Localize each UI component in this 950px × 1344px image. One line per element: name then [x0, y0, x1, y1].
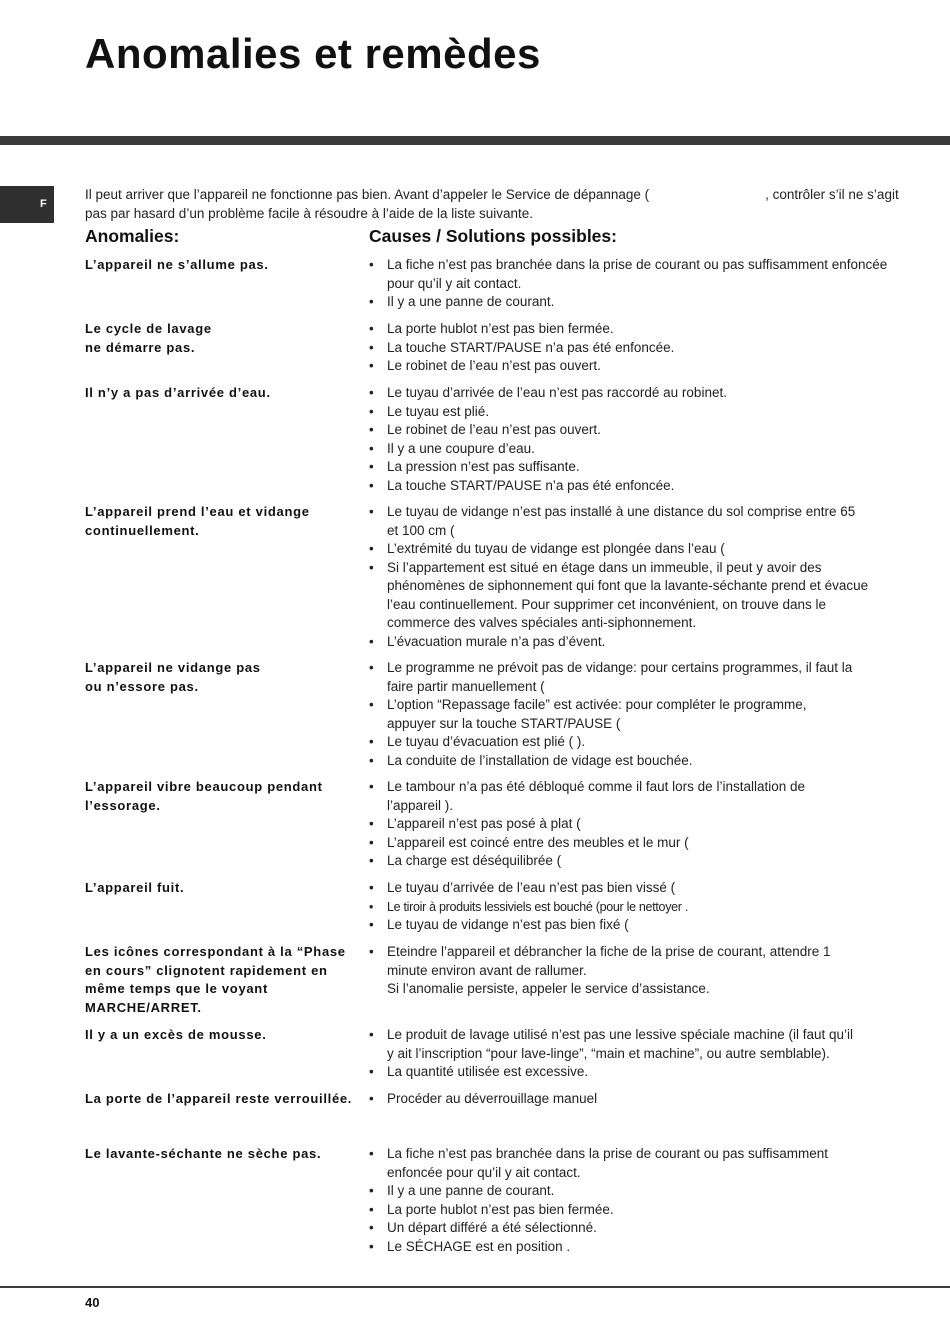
cause-item: • L’extrémité du tuyau de vidange est plongée dans l’eau ( — [369, 540, 899, 559]
cause-item: • La quantité utilisée est excessive. — [369, 1063, 899, 1082]
intro-paragraph — [85, 185, 900, 223]
cause-item: • Le SÉCHAGE est en position . — [369, 1238, 899, 1257]
cause-item: • Un départ différé a été sélectionné. — [369, 1219, 899, 1238]
cause-item: • Eteindre l’appareil et débrancher la fiche de la prise de courant, attendre 1 minute environ avant de rallumer. Si l’anomalie persiste, appeler le service d’assistance. — [369, 943, 899, 999]
cause-item: • La touche START/PAUSE n’a pas été enfoncée. — [369, 339, 899, 358]
problem-label: Le lavante-séchante ne sèche pas. — [85, 1146, 322, 1161]
cause-item: • Le tuyau de vidange n’est pas bien fixé ( — [369, 916, 899, 935]
causes-list — [369, 778, 899, 871]
cause-item: • Le tuyau d’évacuation est plié ( ). — [369, 733, 899, 752]
cause-item: • Le tuyau d’arrivée de l’eau n’est pas raccordé au robinet. — [369, 384, 899, 403]
causes-list — [369, 503, 899, 651]
cause-item: • La charge est déséquilibrée ( — [369, 852, 899, 871]
cause-item: • L’évacuation murale n’a pas d’évent. — [369, 633, 899, 652]
cause-item: • Si l’appartement est situé en étage dans un immeuble, il peut y avoir des phénomènes de siphonnement qui font que la lavante-séchante prend et évacue l’eau continuellement. Pour supprimer cet inconvénient, on trouve dans le commerce des valves spéciales anti-siphonnement. — [369, 559, 899, 633]
footer-divider — [0, 1286, 950, 1288]
cause-item: • Il y a une panne de courant. — [369, 293, 899, 312]
cause-item: • La pression n’est pas suffisante. — [369, 458, 899, 477]
cause-item: • La fiche n’est pas branchée dans la prise de courant ou pas suffisamment enfoncée pour qu’il y ait contact. — [369, 256, 899, 293]
problem-label: L’appareil ne vidange pas ou n’essore pas. — [85, 660, 261, 694]
cause-item: • Le tuyau est plié. — [369, 403, 899, 422]
page-title: Anomalies et remèdes — [85, 30, 541, 77]
cause-item: • L’appareil est coincé entre des meubles et le mur ( — [369, 834, 899, 853]
cause-item: • Le robinet de l’eau n’est pas ouvert. — [369, 421, 899, 440]
cause-item: • Le tiroir à produits lessiviels est bouché (pour le nettoyer . — [369, 898, 899, 917]
cause-item: • Le robinet de l’eau n’est pas ouvert. — [369, 357, 899, 376]
intro-text-part2: , contrôler s’il ne s’agit pas par hasard d’un problème facile à résoudre à l’aide de la liste suivante. — [85, 187, 899, 221]
causes-list — [369, 256, 899, 312]
language-tab-label: F — [40, 198, 47, 210]
causes-list — [369, 1090, 899, 1109]
problem-label: Il y a un excès de mousse. — [85, 1027, 267, 1042]
problem-label: L’appareil vibre beaucoup pendant l’essorage. — [85, 779, 323, 813]
cause-item: • La fiche n’est pas branchée dans la prise de courant ou pas suffisamment enfoncée pour qu’il y ait contact. — [369, 1145, 899, 1182]
causes-list — [369, 1145, 899, 1256]
problem-label: Les icônes correspondant à la “Phase en cours” clignotent rapidement en même temps que le voyant MARCHE/ARRET. — [85, 944, 346, 1015]
causes-list — [369, 943, 899, 999]
cause-item: • La conduite de l’installation de vidage est bouchée. — [369, 752, 899, 771]
cause-item: • Le tuyau de vidange n’est pas installé à une distance du sol comprise entre 65 et 100 cm ( — [369, 503, 899, 540]
problem-label: Il n’y a pas d’arrivée d’eau. — [85, 385, 271, 400]
anomalies-header: Anomalies: — [85, 226, 180, 246]
cause-item: • Il y a une panne de courant. — [369, 1182, 899, 1201]
problem-label: L’appareil prend l’eau et vidange continuellement. — [85, 504, 310, 538]
causes-list — [369, 1026, 899, 1082]
problem-label: L’appareil ne s’allume pas. — [85, 257, 269, 272]
cause-item: • La touche START/PAUSE n’a pas été enfoncée. — [369, 477, 899, 496]
causes-list — [369, 879, 899, 935]
cause-item: • Procéder au déverrouillage manuel — [369, 1090, 899, 1109]
cause-item: • Le tuyau d’arrivée de l’eau n’est pas bien vissé ( — [369, 879, 899, 898]
cause-item: • Il y a une coupure d’eau. — [369, 440, 899, 459]
cause-item: • Le programme ne prévoit pas de vidange: pour certains programmes, il faut la faire partir manuellement ( — [369, 659, 899, 696]
causes-list — [369, 384, 899, 495]
problem-label: L’appareil fuit. — [85, 880, 185, 895]
cause-item: • La porte hublot n’est pas bien fermée. — [369, 320, 899, 339]
problem-label: La porte de l’appareil reste verrouillée. — [85, 1091, 353, 1106]
causes-list — [369, 320, 899, 376]
language-tab — [0, 186, 54, 223]
cause-item: • La porte hublot n’est pas bien fermée. — [369, 1201, 899, 1220]
causes-header: Causes / Solutions possibles: — [369, 226, 617, 246]
causes-list — [369, 659, 899, 770]
cause-item: • L’option “Repassage facile” est activée: pour compléter le programme, appuyer sur la touche START/PAUSE ( — [369, 696, 899, 733]
cause-item: • Le produit de lavage utilisé n’est pas une lessive spéciale machine (il faut qu’il y ait l’inscription “pour lave-linge”, “main et machine”, ou autre semblable). — [369, 1026, 899, 1063]
page-number: 40 — [85, 1295, 100, 1310]
cause-item: • Le tambour n’a pas été débloqué comme il faut lors de l’installation de l’appareil ). — [369, 778, 899, 815]
problem-label: Le cycle de lavage ne démarre pas. — [85, 321, 212, 355]
cause-item: • L’appareil n’est pas posé à plat ( — [369, 815, 899, 834]
intro-text-part1: Il peut arriver que l’appareil ne fonctionne pas bien. Avant d’appeler le Service de dépannage ( — [85, 187, 650, 202]
title-divider-bar — [0, 136, 950, 145]
